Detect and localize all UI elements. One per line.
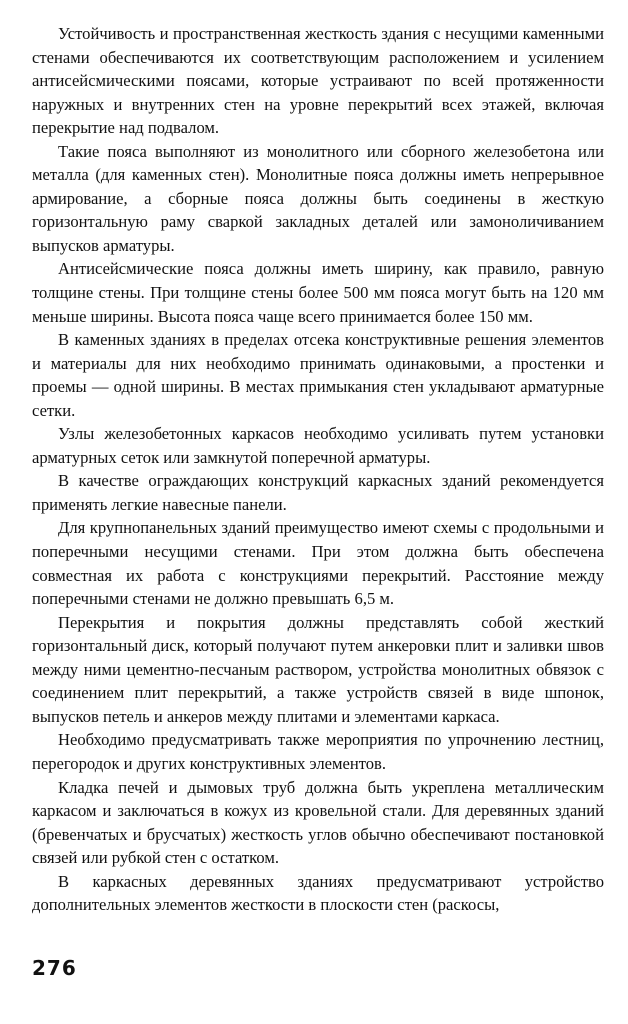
paragraph: В каменных зданиях в пределах отсека конструктивные решения элементов и материалы для них необходимо принимать одинаковыми, а простенки и проемы — одной ширины. В местах примыкания стен укладывают арматурные сетки. <box>32 330 604 420</box>
paragraph: Необходимо предусматривать также мероприятия по упрочнению лестниц, перегородок и других конструктивных элементов. <box>32 730 604 773</box>
paragraph: В каркасных деревянных зданиях предусматривают устройство дополнительных элементов жесткости в плоскости стен (раскосы, <box>32 871 604 915</box>
paragraph: Антисейсмические пояса должны иметь ширину, как правило, равную толщине стены. При толщине стены более 500 мм пояса могут быть на 120 мм меньше ширины. Высота пояса чаще всего принимается более 150 мм. <box>32 259 604 326</box>
paragraph: Устойчивость и пространственная жесткость здания с несущими каменными стенами обеспечиваются их соответствующим расположением и усилением антисейсмическими поясами, которые устраивают по всей протяженности наружных и внутренних стен на уровне перекрытий всех этажей, включая перекрытие над подвалом. <box>32 24 604 138</box>
paragraph: Перекрытия и покрытия должны представлять собой жесткий горизонтальный диск, который получают путем анкеровки плит и заливки швов между ними цементно-песчаным раствором, устройства монолитных обвязок с соединением плит перекрытий, а также устройств связей в виде шпонок, выпусков петель и анкеров между плитами и элементами каркаса. <box>32 612 604 726</box>
page-body <box>32 22 604 917</box>
page-number: 276 <box>32 956 77 980</box>
paragraph: Кладка печей и дымовых труб должна быть укреплена металлическим каркасом и заключаться в кожух из кровельной стали. Для деревянных зданий (бревенчатых и брусчатых) жесткость углов обычно обеспечивают постановкой связей или рубкой стен с остатком. <box>32 777 604 868</box>
paragraph: В качестве ограждающих конструкций каркасных зданий рекомендуется применять легкие навесные панели. <box>32 471 604 514</box>
paragraph: Такие пояса выполняют из монолитного или сборного железобетона или металла (для каменных стен). Монолитные пояса должны иметь непрерывное армирование, а сборные пояса должны быть соединены в жесткую горизонтальную раму сваркой закладных деталей или замоноличиванием выпусков арматуры. <box>32 141 604 255</box>
paragraph: Узлы железобетонных каркасов необходимо усиливать путем установки арматурных сеток или замкнутой поперечной арматуры. <box>32 424 604 467</box>
paragraph: Для крупнопанельных зданий преимущество имеют схемы с продольными и поперечными несущими стенами. При этом должна быть обеспечена совместная их работа с конструкциями перекрытий. Расстояние между поперечными стенами не должно превышать 6,5 м. <box>32 518 604 609</box>
